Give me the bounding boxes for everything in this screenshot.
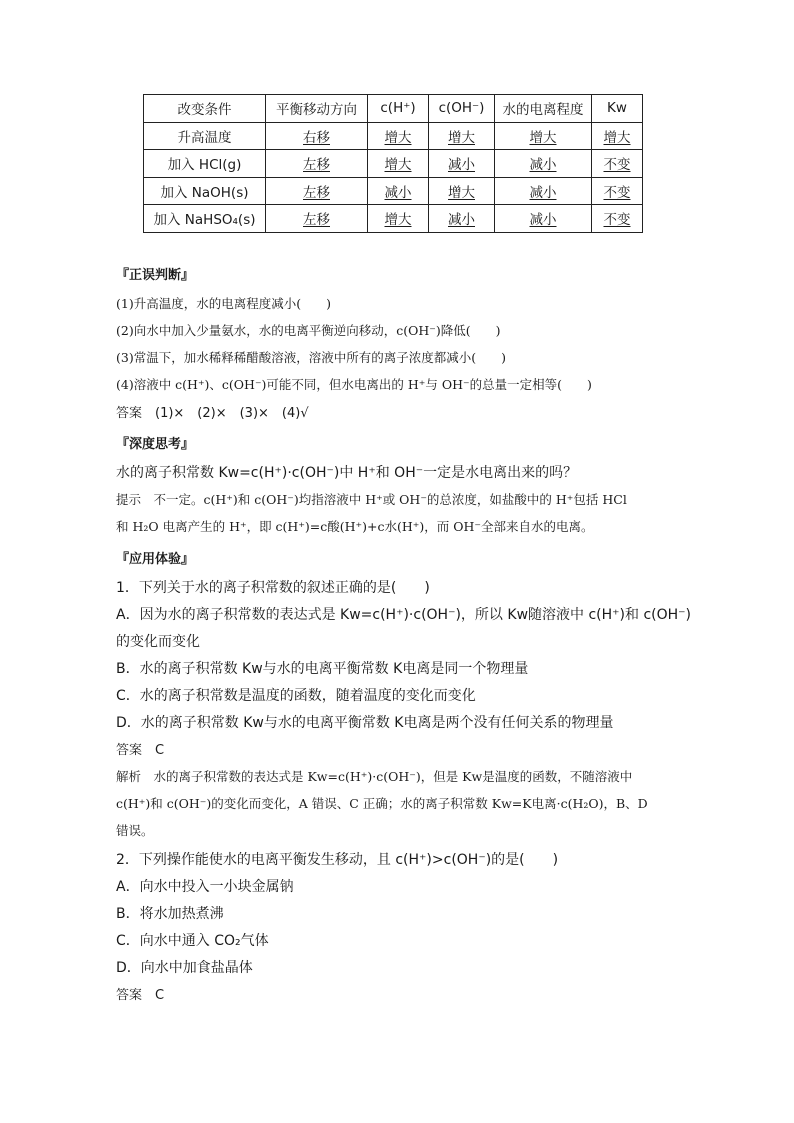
q2-option-b: B．将水加热煮沸 bbox=[116, 906, 224, 922]
table-cell: 加入 HCl(g) bbox=[144, 150, 266, 178]
q1-option-a: A．因为水的离子积常数的表达式是 Kw=c(H⁺)·c(OH⁻)，所以 Kw随溶液中 c(H⁺)和 c(OH⁻) bbox=[116, 607, 692, 623]
table-header: Kw bbox=[592, 95, 643, 123]
deep-question: 水的离子积常数 Kw=c(H⁺)·c(OH⁻)中 H⁺和 OH⁻一定是水电离出来的吗？ bbox=[116, 465, 578, 481]
q1-option-c: C．水的离子积常数是温度的函数，随着温度的变化而变化 bbox=[116, 688, 476, 704]
table-cell: 增大 bbox=[384, 157, 412, 174]
table-cell: 不变 bbox=[603, 157, 631, 174]
q1-explanation-line-1: 解析 水的离子积常数的表达式是 Kw=c(H⁺)·c(OH⁻)，但是 Kw是温度的函数，不随溶液中 bbox=[116, 769, 633, 784]
judge-answer: 答案 (1)× (2)× (3)× (4)√ bbox=[116, 406, 309, 421]
section-heading-deep: 『深度思考』 bbox=[116, 437, 195, 452]
table-cell: 左移 bbox=[303, 184, 330, 201]
table-header: 水的电离程度 bbox=[495, 95, 592, 123]
table-row bbox=[144, 177, 643, 205]
table-cell: 不变 bbox=[603, 212, 631, 229]
q1-option-d: D．水的离子积常数 Kw与水的电离平衡常数 K电离是两个没有任何关系的物理量 bbox=[116, 715, 614, 731]
table-cell: 增大 bbox=[384, 212, 412, 229]
judge-item-1: (1)升高温度，水的电离程度减小( ) bbox=[116, 296, 331, 311]
table-row bbox=[144, 205, 643, 233]
q2-option-a: A．向水中投入一小块金属钠 bbox=[116, 879, 294, 895]
table-cell: 左移 bbox=[303, 157, 330, 174]
q1-stem: 1．下列关于水的离子积常数的叙述正确的是( ) bbox=[116, 580, 430, 596]
table-cell: 左移 bbox=[303, 212, 330, 229]
deep-hint-line-2: 和 H₂O 电离产生的 H⁺，即 c(H⁺)=c酸(H⁺)+c水(H⁺)，而 OH⁻全部来自水的电离。 bbox=[116, 519, 594, 534]
section-heading-apply: 『应用体验』 bbox=[116, 552, 195, 567]
table-cell: 增大 bbox=[448, 129, 475, 146]
q1-explanation-line-2: c(H⁺)和 c(OH⁻)的变化而变化，A 错误、C 正确；水的离子积常数 Kw=K电离·c(H₂O)，B、D bbox=[116, 796, 648, 811]
q2-option-c: C．向水中通入 CO₂气体 bbox=[116, 933, 269, 949]
table-cell: 升高温度 bbox=[144, 122, 266, 150]
q2-answer: 答案 C bbox=[116, 988, 165, 1003]
equilibrium-table bbox=[143, 94, 643, 233]
table-header: 平衡移动方向 bbox=[266, 95, 368, 123]
q2-option-d: D．向水中加食盐晶体 bbox=[116, 960, 253, 976]
table-cell: 减小 bbox=[384, 184, 412, 201]
table-cell: 减小 bbox=[529, 184, 557, 201]
table-header: 改变条件 bbox=[144, 95, 266, 123]
table-cell: 减小 bbox=[529, 157, 557, 174]
table-cell: 增大 bbox=[603, 129, 631, 146]
table-cell: 增大 bbox=[529, 129, 557, 146]
judge-item-3: (3)常温下，加水稀释稀醋酸溶液，溶液中所有的离子浓度都减小( ) bbox=[116, 350, 506, 365]
q1-explanation-line-3: 错误。 bbox=[116, 823, 154, 838]
table-row bbox=[144, 150, 643, 178]
table-cell: 增大 bbox=[384, 129, 412, 146]
table-cell: 不变 bbox=[603, 184, 631, 201]
q1-option-b: B．水的离子积常数 Kw与水的电离平衡常数 K电离是同一个物理量 bbox=[116, 661, 529, 677]
table-cell: 加入 NaHSO₄(s) bbox=[144, 205, 266, 233]
table-cell: 减小 bbox=[448, 157, 475, 174]
table-header-row bbox=[144, 95, 643, 123]
table-cell: 加入 NaOH(s) bbox=[144, 177, 266, 205]
table-cell: 右移 bbox=[303, 129, 330, 146]
judge-item-4: (4)溶液中 c(H⁺)、c(OH⁻)可能不同，但水电离出的 H⁺与 OH⁻的总量一定相等( ) bbox=[116, 377, 592, 392]
table-header: c(OH⁻) bbox=[429, 95, 495, 123]
table-cell: 增大 bbox=[448, 184, 475, 201]
table-header: c(H⁺) bbox=[368, 95, 429, 123]
section-heading-judge: 『正误判断』 bbox=[116, 268, 195, 283]
table-cell: 减小 bbox=[448, 212, 475, 229]
table-cell: 减小 bbox=[529, 212, 557, 229]
q2-stem: 2．下列操作能使水的电离平衡发生移动，且 c(H⁺)>c(OH⁻)的是( ) bbox=[116, 852, 559, 868]
table-row bbox=[144, 122, 643, 150]
judge-item-2: (2)向水中加入少量氨水，水的电离平衡逆向移动，c(OH⁻)降低( ) bbox=[116, 323, 501, 338]
q1-option-a-cont: 的变化而变化 bbox=[116, 634, 200, 650]
q1-answer: 答案 C bbox=[116, 743, 165, 758]
deep-hint-line-1: 提示 不一定。c(H⁺)和 c(OH⁻)均指溶液中 H⁺或 OH⁻的总浓度，如盐酸中的 H⁺包括 HCl bbox=[116, 492, 627, 507]
